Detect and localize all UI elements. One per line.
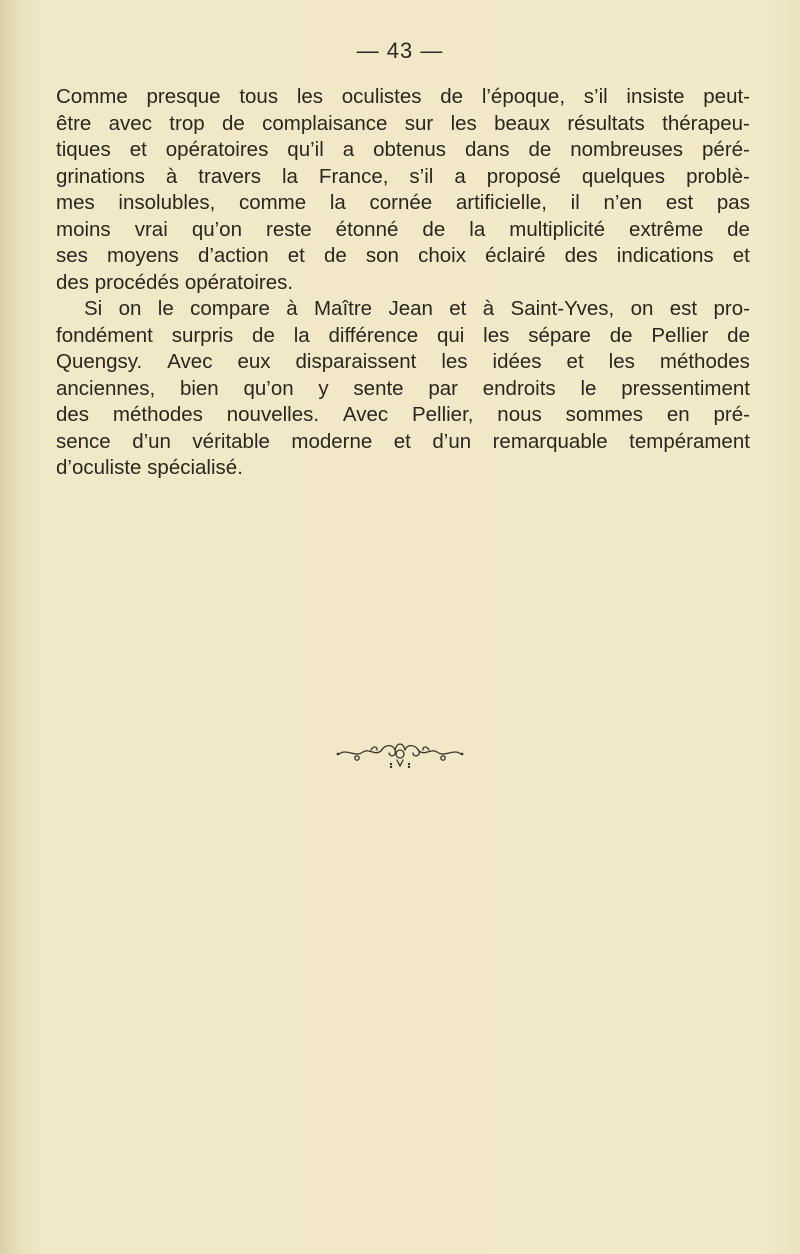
word: on [630, 297, 654, 320]
word: est [669, 297, 698, 320]
word: à [165, 164, 178, 188]
word: eux [237, 350, 271, 373]
body-text [56, 84, 750, 482]
word: proposé [486, 164, 561, 188]
word: différence [328, 323, 419, 347]
word: bien [179, 376, 219, 400]
text-line [56, 270, 750, 297]
word: obtenus [373, 138, 447, 161]
word: Maître [313, 297, 373, 320]
word: méthodes [659, 350, 750, 373]
word: de [323, 244, 347, 267]
word: oculistes [341, 85, 422, 108]
word: extrême [629, 217, 704, 241]
word: problè- [686, 164, 750, 188]
word: Saint-Yves, [510, 297, 615, 320]
word: résultats [567, 111, 645, 135]
word: et [287, 244, 305, 267]
word: sence [56, 429, 111, 453]
word: grinations [56, 164, 145, 188]
word: qu’on [191, 217, 242, 241]
word: et [732, 244, 750, 267]
word: avec [108, 111, 152, 135]
text-line [56, 243, 750, 270]
text-line [56, 190, 750, 217]
word: procédés [94, 270, 180, 294]
word: Pellier [651, 323, 709, 347]
word: tempérament [629, 429, 750, 453]
word: presque [146, 85, 221, 108]
word: pas [716, 191, 750, 214]
word: de [727, 217, 750, 241]
word: des [56, 270, 90, 294]
word: sommes [565, 403, 644, 426]
word: cornée [369, 191, 433, 214]
word: spécialisé. [147, 456, 243, 479]
word: Quengsy. [56, 350, 143, 373]
word: qu’il [287, 138, 324, 161]
word: complaisance [262, 111, 388, 135]
word: et [393, 429, 411, 453]
word: sur [404, 111, 434, 135]
word: insolubles, [118, 191, 216, 214]
word: beaux [494, 111, 550, 135]
word: la [469, 217, 486, 241]
word: anciennes, [56, 376, 156, 400]
page-number: — 43 — [356, 38, 444, 63]
word: de [609, 323, 633, 347]
word: des [56, 403, 90, 426]
word: pressentiment [621, 376, 750, 400]
word: méthodes [112, 403, 203, 426]
word: indications [616, 244, 714, 267]
word: Avec [167, 350, 213, 373]
word: les [296, 85, 324, 108]
word: reste [266, 217, 312, 241]
word: nouvelles. [226, 403, 320, 426]
word: France, [318, 164, 389, 188]
word: a [342, 138, 355, 161]
word: de [422, 217, 446, 241]
word: choix [418, 244, 466, 267]
text-line [56, 349, 750, 376]
word: de [221, 111, 245, 135]
word: étonné [335, 217, 399, 241]
word: à [482, 297, 495, 320]
word: en [666, 403, 690, 426]
word: disparaissent [295, 350, 417, 373]
word: opératoires [165, 138, 269, 161]
word: surpris [171, 323, 234, 347]
word: opératoires. [184, 270, 294, 294]
text-line [56, 376, 750, 403]
word: de [440, 85, 464, 108]
word: qui [436, 323, 465, 347]
word: multiplicité [509, 217, 605, 241]
word: par [428, 376, 458, 400]
word: véritable [192, 429, 270, 453]
text-line [56, 164, 750, 191]
word: s’il [409, 164, 434, 188]
word: et [129, 138, 147, 161]
word: quelques [581, 164, 666, 188]
word: son [365, 244, 399, 267]
word: les [608, 350, 635, 373]
word: fondément [56, 323, 153, 347]
word: nous [497, 403, 542, 426]
word: à [286, 297, 298, 320]
word: travers [198, 164, 261, 188]
word: d’un [432, 429, 472, 453]
word: moyens [107, 244, 179, 267]
word: moderne [291, 429, 373, 453]
word: s’il [583, 85, 608, 108]
word: trop [169, 111, 205, 135]
word: compare [190, 297, 270, 320]
word: les [483, 323, 510, 347]
word: et [449, 297, 467, 320]
word: l’époque, [481, 85, 566, 108]
word: peut- [703, 85, 750, 108]
text-line [56, 323, 750, 350]
word: artificielle, [455, 191, 547, 214]
word: sépare [528, 323, 591, 347]
word: nombreuses [570, 138, 684, 161]
word: Comme [56, 85, 128, 108]
word: ses [56, 244, 88, 267]
word: la [329, 191, 346, 214]
word: est [665, 191, 694, 214]
word: tiques [56, 138, 111, 161]
word: tous [239, 85, 279, 108]
word: insiste [626, 85, 685, 108]
word: pro- [713, 297, 750, 320]
word: endroits [482, 376, 556, 400]
word: la [281, 164, 298, 188]
word: les [441, 350, 468, 373]
text-line [56, 137, 750, 164]
word: vrai [134, 217, 168, 241]
text-line [56, 84, 750, 111]
decorative-tailpiece-icon [335, 738, 465, 770]
word: de [528, 138, 552, 161]
word: d’oculiste [56, 456, 142, 479]
word: de [252, 323, 275, 347]
word: thérapeu- [662, 111, 750, 135]
word: Pellier, [411, 403, 474, 426]
text-line [56, 111, 750, 138]
word: a [454, 164, 466, 188]
text-line [56, 296, 750, 323]
word: Avec [342, 403, 389, 426]
word: moins [56, 217, 111, 241]
word: la [293, 323, 310, 347]
word: qu’on [243, 376, 294, 400]
word: y [318, 376, 329, 400]
word: sente [353, 376, 404, 400]
word: n’en [603, 191, 643, 214]
word: et [566, 350, 584, 373]
text-line [56, 429, 750, 456]
word: d’un [132, 429, 171, 453]
word: péré- [702, 138, 750, 161]
word: il [570, 191, 580, 214]
text-line [56, 455, 750, 482]
word: dans [465, 138, 510, 161]
word: Jean [388, 297, 433, 320]
word: comme [238, 191, 307, 214]
text-line [56, 217, 750, 244]
word: le [157, 297, 174, 320]
text-line [56, 402, 750, 429]
word: Si [84, 297, 103, 320]
word: être [56, 111, 92, 135]
word: mes [56, 191, 95, 214]
word: de [727, 323, 750, 347]
word: on [118, 297, 142, 320]
word: le [580, 376, 597, 400]
word: idées [492, 350, 542, 373]
word: remarquable [492, 429, 608, 453]
word: pré- [713, 403, 750, 426]
word: des [564, 244, 598, 267]
word: d’action [197, 244, 269, 267]
word: les [450, 111, 477, 135]
word: éclairé [485, 244, 546, 267]
